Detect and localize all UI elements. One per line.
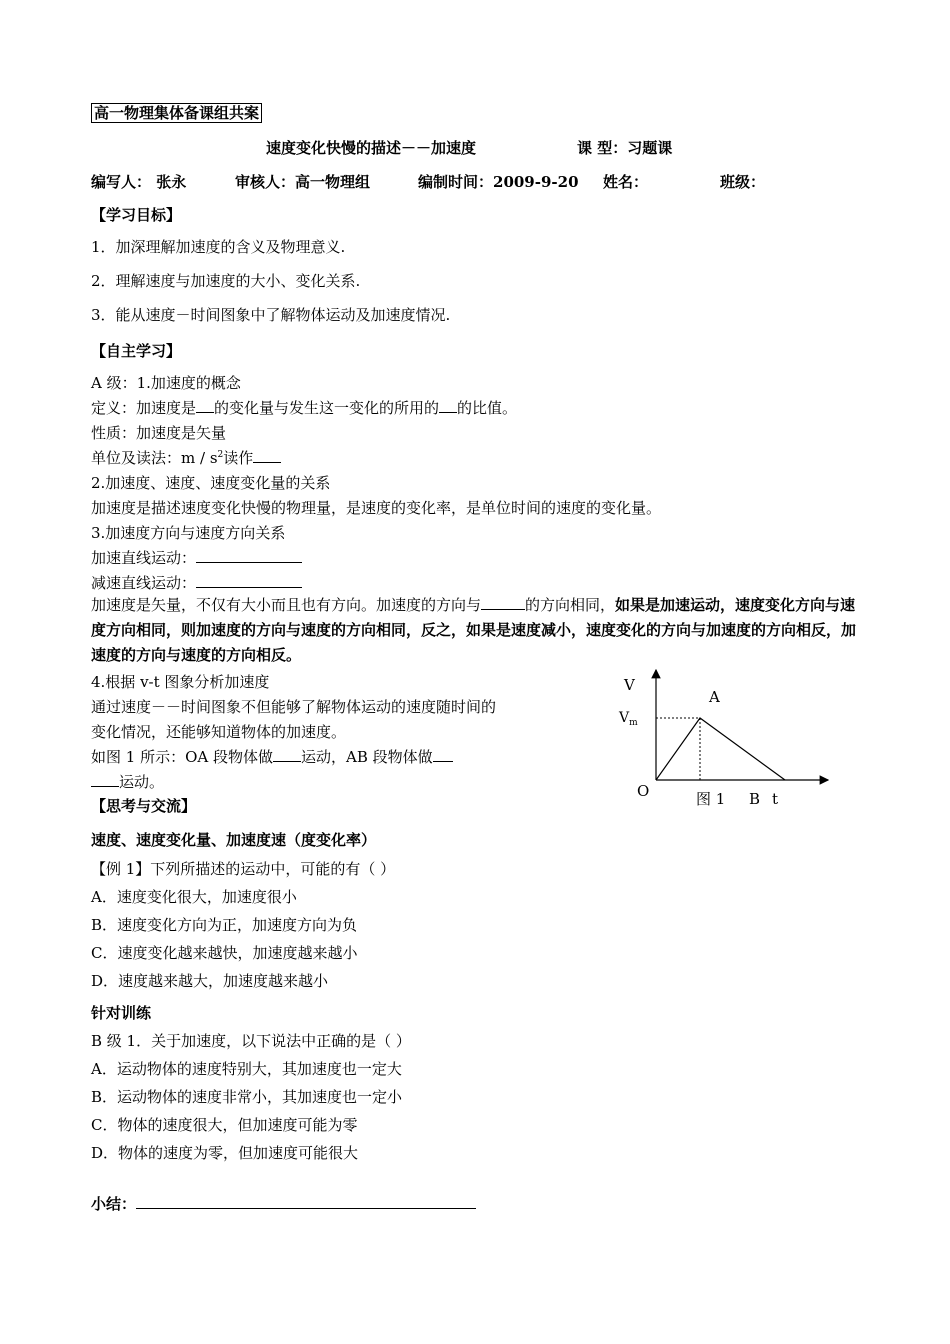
summary-blank — [136, 1194, 476, 1209]
class-label: 班级： — [720, 173, 766, 191]
date: 编制时间：2009-9-20 — [418, 173, 579, 191]
figure-question: 如图 1 所示：OA 段物体做 运动，AB 段物体做 — [91, 746, 453, 767]
definition-line: 定义：加速度是 的变化量与发生这一变化的所用的 的比值。 — [91, 399, 518, 417]
example-question: 【例 1】下列所描述的运动中，可能的有（ ） — [91, 860, 396, 878]
option-item: D．速度越来越大，加速度越来越小 — [91, 972, 329, 990]
a4-line: 通过速度－－时间图象不但能够了解物体运动的速度随时间的 — [91, 698, 497, 716]
direction-paragraph: 加速度是矢量，不仅有大小而且也有方向。加速度的方向与 的方向相同，如果是加速运动，速度变化方向与速度方向相同，则加速度的方向与速度的方向相同，反之，如果是速度减小，速度变化的方向与加速度的方向相反，加速度的方向与速度的方向相反。 — [91, 596, 857, 664]
option-item: C．速度变化越来越快，加速度越来越小 — [91, 944, 358, 962]
option-item: B．速度变化方向为正，加速度方向为负 — [91, 916, 358, 934]
a-label: A — [709, 688, 720, 706]
option-item: D．物体的速度为零，但加速度可能很大 — [91, 1144, 359, 1162]
blank-field — [253, 448, 281, 463]
training-question: B 级 1．关于加速度，以下说法中正确的是（ ） — [91, 1032, 411, 1050]
vm-label: $V_m$ — [619, 710, 638, 728]
goal-item: 3．能从速度－时间图象中了解物体运动及加速度情况. — [91, 306, 451, 324]
blank-field — [196, 398, 214, 413]
velocity-line — [656, 718, 785, 780]
discussion-subheading: 速度、速度变化量、加速度速（度变化率） — [91, 831, 377, 849]
blank-field — [91, 772, 119, 787]
a1-heading: A 级：1.加速度的概念 — [91, 374, 241, 392]
figure-question-cont: 运动。 — [91, 771, 164, 792]
a4-line: 变化情况，还能够知道物体的加速度。 — [91, 723, 347, 741]
t-label: t — [772, 790, 779, 808]
goals-heading: 【学习目标】 — [91, 206, 182, 224]
a4-heading: 4.根据 v-t 图象分析加速度 — [91, 673, 270, 691]
blank-field — [196, 573, 302, 588]
figure-caption: 图 1 — [696, 790, 726, 808]
a2-heading: 2.加速度、速度、速度变化量的关系 — [91, 474, 331, 492]
reviewer: 审核人：高一物理组 — [235, 173, 371, 191]
decel-line: 减速直线运动： — [91, 572, 302, 593]
training-heading: 针对训练 — [91, 1004, 152, 1022]
lesson-type: 课 型：习题课 — [577, 139, 673, 157]
a3-heading: 3.加速度方向与速度方向关系 — [91, 524, 286, 542]
option-item: A．运动物体的速度特别大，其加速度也一定大 — [91, 1060, 402, 1078]
b-label: B — [749, 790, 761, 808]
discussion-heading: 【思考与交流】 — [91, 797, 197, 815]
author: 编写人： 张永 — [91, 173, 187, 191]
blank-field — [433, 747, 453, 762]
summary-line: 小结： — [91, 1193, 476, 1214]
page-title: 速度变化快慢的描述－－加速度 — [266, 139, 477, 157]
nature-line: 性质：加速度是矢量 — [91, 424, 227, 442]
a2-text: 加速度是描述速度变化快慢的物理量，是速度的变化率，是单位时间的速度的变化量。 — [91, 499, 662, 517]
unit-line: 单位及读法：m / $s^2$读作 — [91, 447, 281, 468]
goal-item: 2．理解速度与加速度的大小、变化关系. — [91, 272, 361, 290]
blank-field — [439, 398, 457, 413]
group-label: 高一物理集体备课组共案 — [91, 102, 262, 123]
option-item: B．运动物体的速度非常小，其加速度也一定小 — [91, 1088, 403, 1106]
v-label: V — [624, 676, 635, 694]
self-study-heading: 【自主学习】 — [91, 342, 182, 360]
o-label: O — [637, 782, 650, 800]
blank-field — [273, 747, 301, 762]
vt-graph — [610, 660, 840, 812]
blank-field — [196, 548, 302, 563]
option-item: A．速度变化很大，加速度很小 — [91, 888, 297, 906]
goal-item: 1．加深理解加速度的含义及物理意义. — [91, 238, 346, 256]
option-item: C．物体的速度很大，但加速度可能为零 — [91, 1116, 358, 1134]
accel-line: 加速直线运动： — [91, 547, 302, 568]
blank-field — [481, 595, 525, 610]
name-label: 姓名： — [603, 173, 649, 191]
